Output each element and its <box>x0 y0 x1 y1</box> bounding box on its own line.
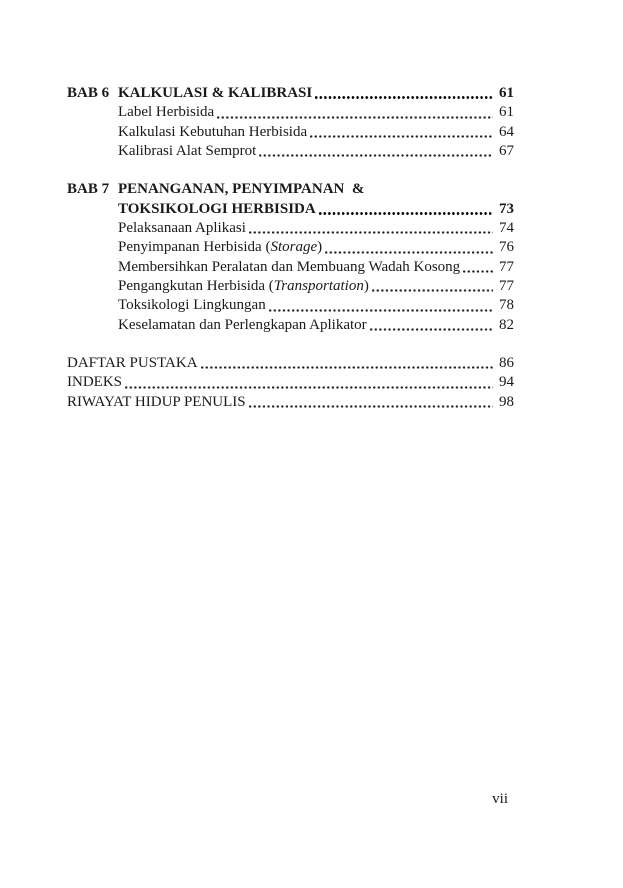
toc-backmatter-row <box>67 354 514 373</box>
page-ref: 76 <box>499 239 514 256</box>
page-ref: 98 <box>499 393 514 410</box>
page-ref: 78 <box>499 297 514 314</box>
entry-title: Kalibrasi Alat Semprot <box>118 142 257 159</box>
page-ref: 61 <box>499 85 514 101</box>
dot-leader <box>249 231 493 234</box>
toc-chapter-row-continuation <box>67 200 514 219</box>
toc-backmatter-row <box>67 393 514 412</box>
page-ref: 82 <box>499 316 514 333</box>
toc-entry-row <box>67 103 514 122</box>
page-ref: 94 <box>499 374 514 391</box>
dot-leader <box>319 212 493 215</box>
dot-leader <box>310 135 493 138</box>
chapter-title-line2: TOKSIKOLOGI HERBISIDA <box>118 200 316 217</box>
entry-title <box>118 238 322 257</box>
backmatter-title: RIWAYAT HIDUP PENULIS <box>67 393 246 410</box>
toc-entry-row <box>67 123 514 142</box>
dot-leader <box>125 386 493 389</box>
entry-title: Kalkulasi Kebutuhan Herbisida <box>118 123 308 140</box>
chapter-number: BAB 7 <box>67 181 110 198</box>
entry-title: Toksikologi Lingkungan <box>118 297 266 314</box>
page-ref: 77 <box>499 277 514 294</box>
backmatter-title: DAFTAR PUSTAKA <box>67 355 198 372</box>
page-ref: 61 <box>499 104 514 121</box>
entry-title-italic: Transportation <box>273 277 364 294</box>
page-ref: 73 <box>499 200 514 217</box>
entry-title: Label Herbisida <box>118 104 215 121</box>
dot-leader <box>201 366 493 369</box>
page-number: vii <box>492 791 508 807</box>
chapter-title: KALKULASI & KALIBRASI <box>118 85 313 101</box>
backmatter-title: INDEKS <box>67 374 122 391</box>
entry-title-prefix: Pengangkutan Herbisida ( <box>118 277 274 294</box>
toc-entry-row <box>67 296 514 315</box>
entry-title: Membersihkan Peralatan dan Membuang Wadah Kosong <box>118 258 461 275</box>
section-gap <box>67 335 514 354</box>
toc-entry-row <box>67 142 514 161</box>
toc-entry-row <box>67 277 514 296</box>
dot-leader <box>315 96 493 99</box>
toc-entry-row <box>67 316 514 335</box>
dot-leader <box>370 328 493 331</box>
entry-title: Pelaksanaan Aplikasi <box>118 220 246 237</box>
toc-backmatter-row <box>67 373 514 392</box>
entry-title: Keselamatan dan Perlengkapan Aplikator <box>118 316 367 333</box>
table-of-contents <box>67 84 514 412</box>
entry-title-prefix: Penyimpanan Herbisida ( <box>118 239 271 256</box>
dot-leader <box>217 116 493 119</box>
dot-leader <box>463 270 493 273</box>
page-ref: 74 <box>499 220 514 237</box>
page-ref: 77 <box>499 258 514 275</box>
dot-leader <box>249 405 493 408</box>
entry-title-suffix: ) <box>317 239 323 256</box>
chapter-number: BAB 6 <box>67 85 110 101</box>
entry-title-italic: Storage <box>270 239 318 256</box>
entry-title <box>118 277 369 296</box>
page-ref: 67 <box>499 142 514 159</box>
toc-entry-row <box>67 258 514 277</box>
entry-title-suffix: ) <box>363 277 369 294</box>
toc-entry-row <box>67 238 514 257</box>
chapter-title-line1: PENANGANAN, PENYIMPANAN & <box>118 181 365 198</box>
toc-entry-row <box>67 219 514 238</box>
page-ref: 64 <box>499 123 514 140</box>
dot-leader <box>372 289 493 292</box>
dot-leader <box>269 309 493 312</box>
dot-leader <box>325 251 493 254</box>
toc-chapter-row <box>67 180 514 199</box>
dot-leader <box>259 154 493 157</box>
section-gap <box>67 161 514 180</box>
page-ref: 86 <box>499 355 514 372</box>
toc-chapter-row <box>67 84 514 103</box>
